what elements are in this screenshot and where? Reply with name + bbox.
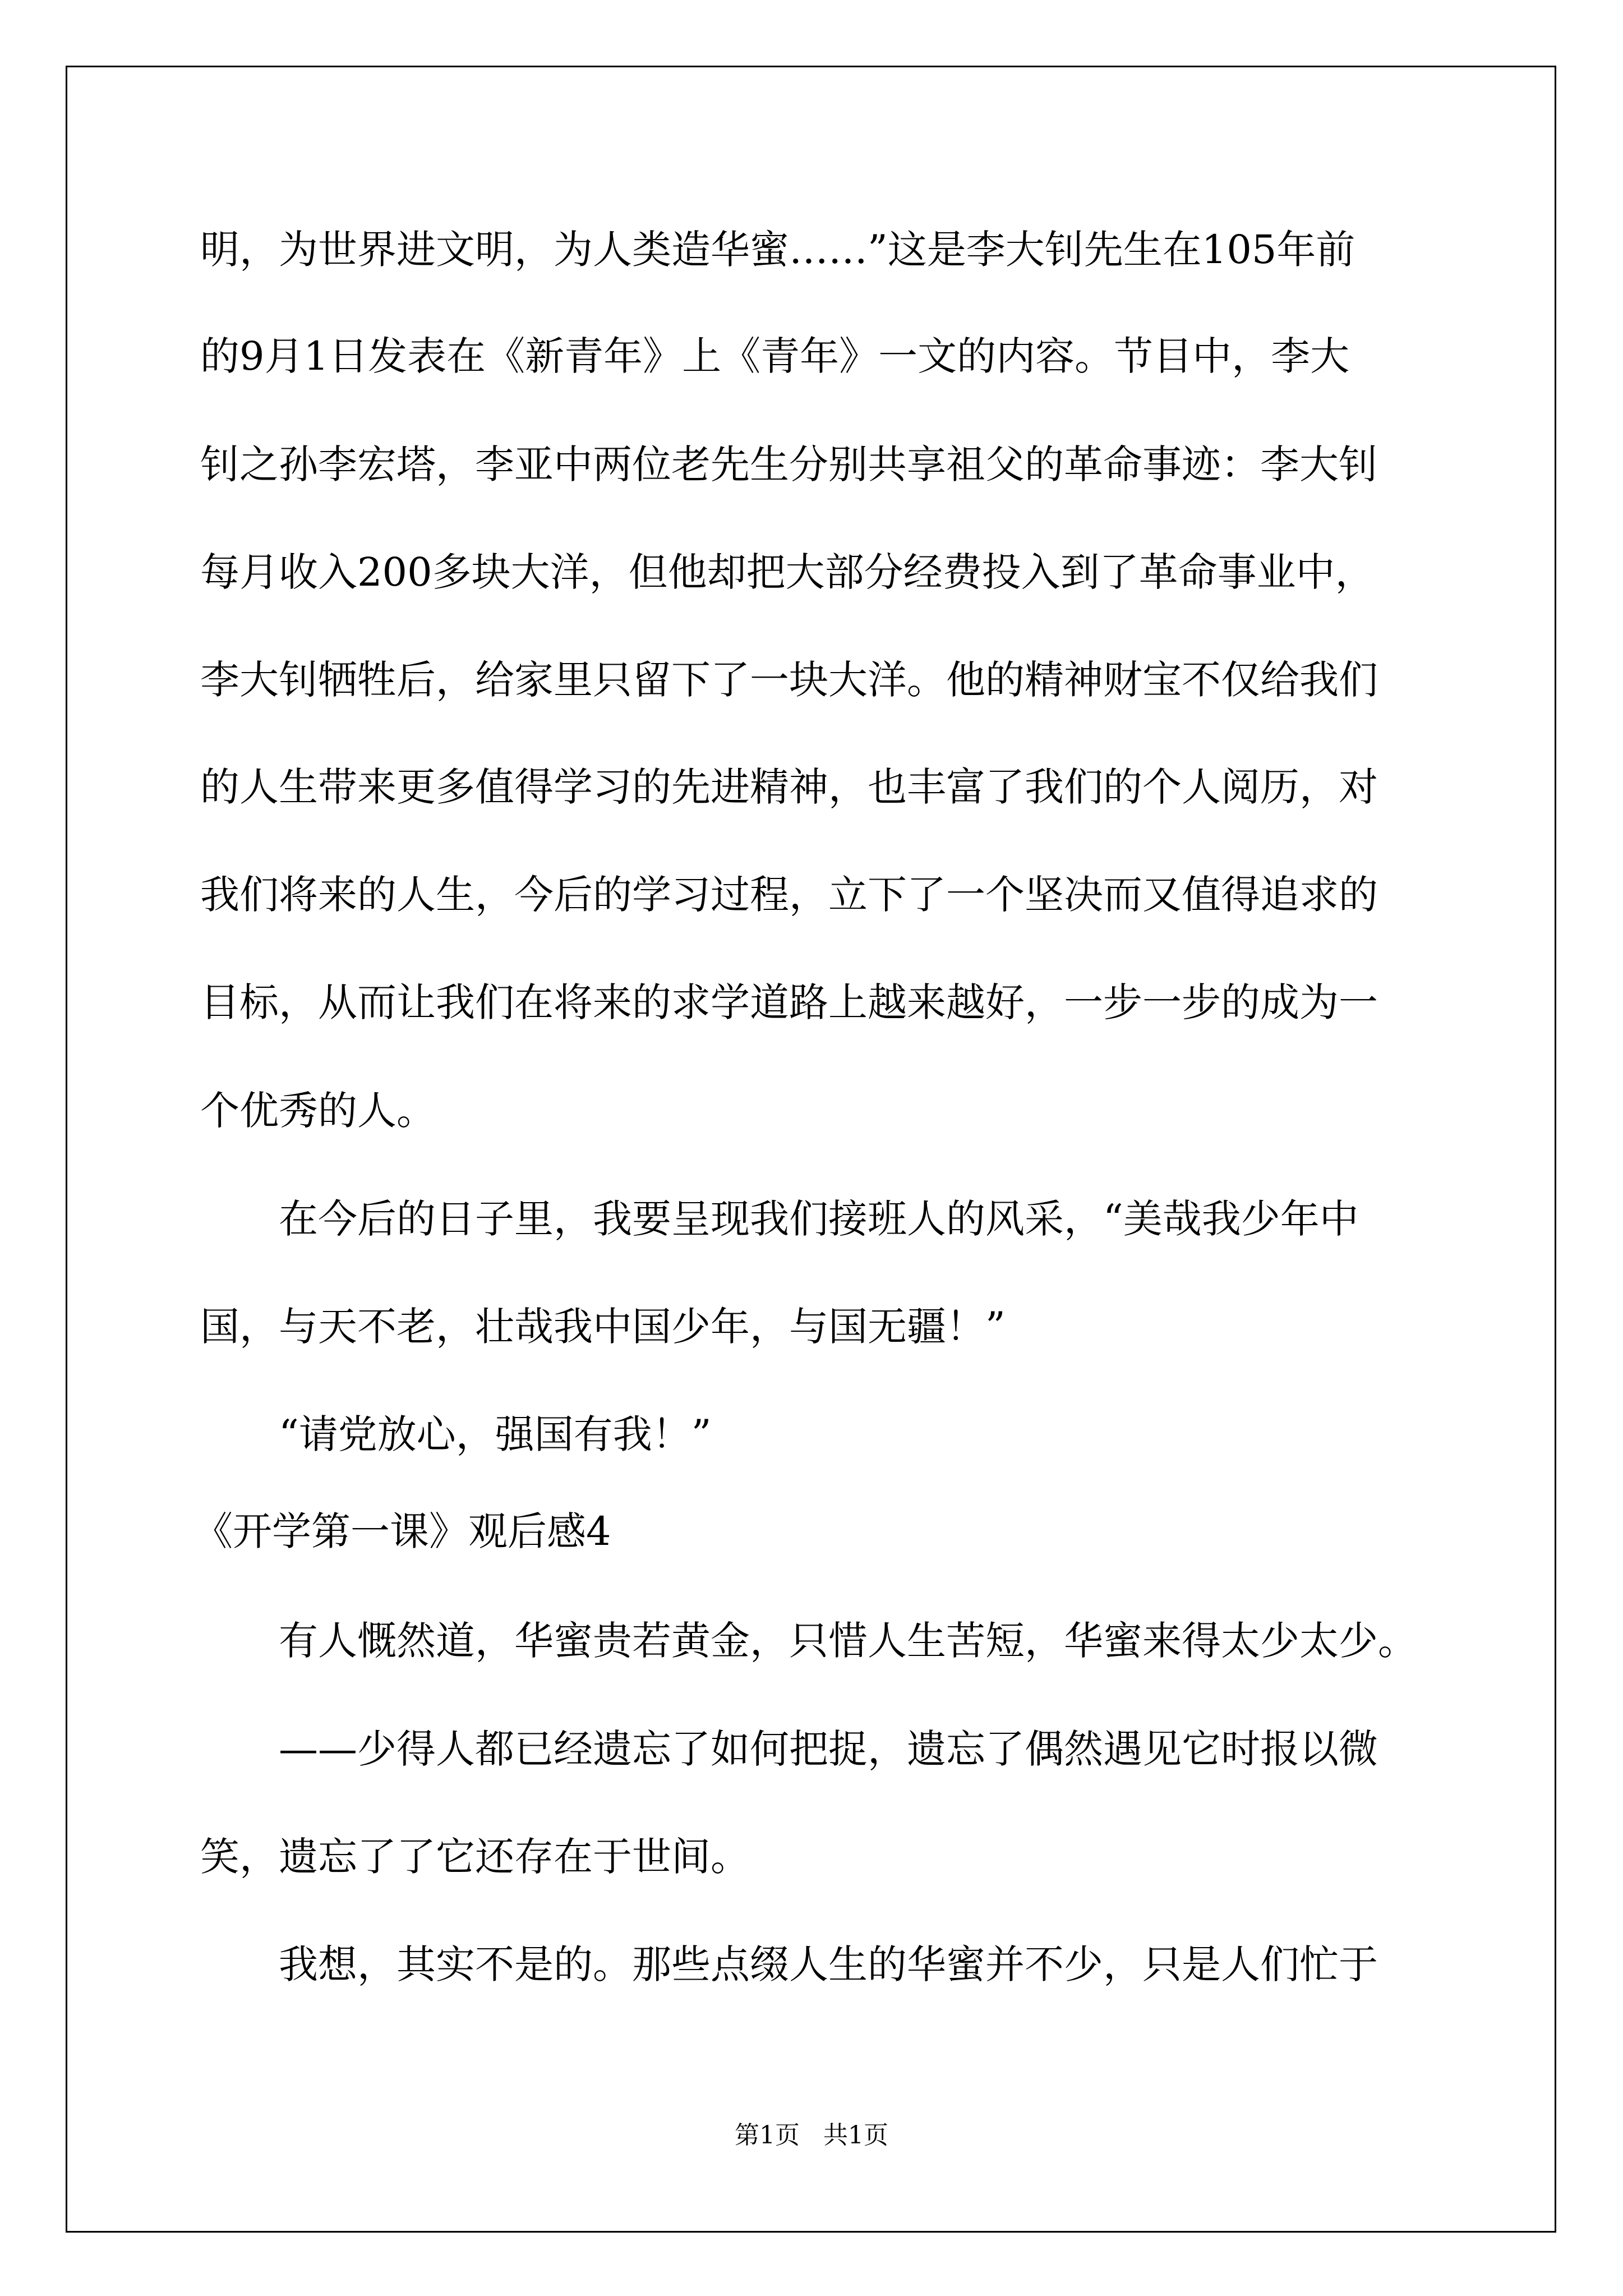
text-line: 在今后的日子里，我要呈现我们接班人的风采，“美哉我少年中 [279,1196,1359,1242]
text-line: 有人慨然道，华蜜贵若黄金，只惜人生苦短，华蜜来得太少太少。 [279,1618,1417,1664]
text-line: 目标，从而让我们在将来的求学道路上越来越好，一步一步的成为一 [200,979,1378,1025]
text-line: 我想，其实不是的。那些点缀人生的华蜜并不少，只是人们忙于 [279,1941,1378,1987]
text-line: 的9月1日发表在《新青年》上《青年》一文的内容。节目中，李大 [200,333,1350,379]
text-line: 明，为世界进文明，为人类造华蜜……”这是李大钊先生在105年前 [200,227,1355,273]
text-line: 国，与天不老，壮哉我中国少年，与国无疆！” [200,1304,1006,1350]
text-line: 的人生带来更多值得学习的先进精神，也丰富了我们的个人阅历，对 [200,764,1378,810]
text-line: 笑，遗忘了了它还存在于世间。 [200,1834,750,1880]
text-line: 每月收入200多块大洋，但他却把大部分经费投入到了革命事业中， [200,549,1375,595]
text-line: ——少得人都已经遗忘了如何把捉，遗忘了偶然遇见它时报以微 [279,1726,1378,1772]
text-line: 个优秀的人。 [200,1088,436,1134]
text-line: 李大钊牺牲后，给家里只留下了一块大洋。他的精神财宝不仅给我们 [200,657,1378,703]
page-footer: 第1页 共1页 [735,2121,888,2150]
text-line: 钊之孙李宏塔，李亚中两位老先生分别共享祖父的革命事迹：李大钊 [200,441,1378,487]
text-line: 我们将来的人生，今后的学习过程，立下了一个坚决而又值得追求的 [200,872,1378,918]
page-border [66,66,1556,2233]
section-heading: 《开学第一课》观后感4 [193,1508,611,1554]
text-line: “请党放心，强国有我！” [279,1411,712,1457]
